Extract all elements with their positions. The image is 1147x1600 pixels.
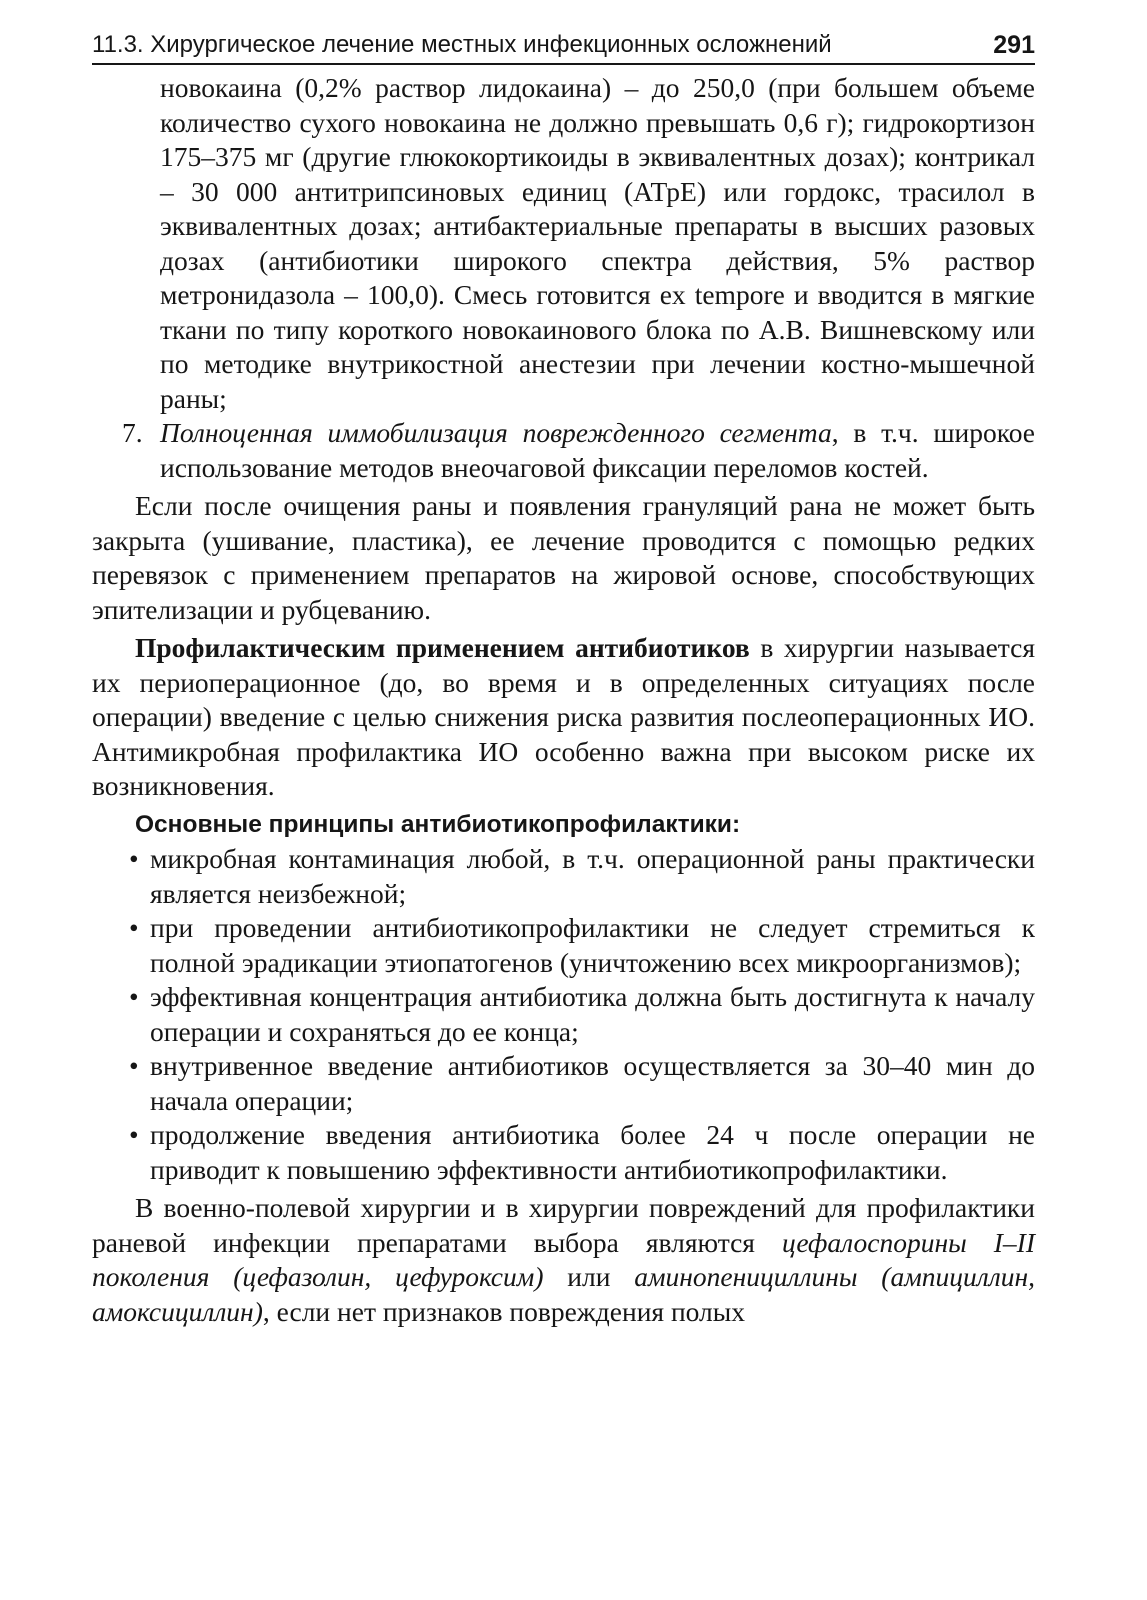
principle-text: микробная контаминация любой, в т.ч. операционной раны практически является неизбежной; <box>150 843 1035 909</box>
list-item-7 <box>92 416 1035 485</box>
principle-item <box>92 911 1035 980</box>
paragraph-military-surgery <box>92 1191 1035 1329</box>
bullet-marker: • <box>129 912 139 943</box>
cephalosporins-term: цефалоспорины I–II поколения (цефазолин, цефуроксим) <box>92 1226 1035 1292</box>
running-header-title: 11.3. Хирургическое лечение местных инфекционных осложнений <box>92 31 832 58</box>
prophylaxis-term: Профилактическим применением антибиотиков <box>135 632 750 663</box>
prophylaxis-definition-text: в хирургии называется их периоперационное (до, во время и в определенных ситуациях после операции) введение с целью снижения риска развития послеоперационных ИО. Антимикробная профилактика ИО особенно важна при высоком риске их возникновения. <box>92 632 1035 801</box>
military-text-3: , если нет признаков повреждения полых <box>262 1295 745 1327</box>
principle-item <box>92 1049 1035 1118</box>
principle-item <box>92 980 1035 1049</box>
body-text <box>92 71 1035 1329</box>
principles-heading: Основные принципы антибиотикопрофилактики: <box>135 810 741 838</box>
document-page <box>92 30 1035 1329</box>
principle-item <box>92 1118 1035 1187</box>
principle-text: эффективная концентрация антибиотика должна быть достигнута к началу операции и сохраняться до ее конца; <box>150 981 1035 1047</box>
list-item-7-marker: 7. <box>122 417 143 448</box>
list-item-7-italic: Полноценная иммобилизация поврежденного сегмента <box>160 417 832 448</box>
principles-list <box>92 842 1035 1187</box>
principle-text: продолжение введения антибиотика более 24 ч после операции не приводит к повышению эффективности антибиотикопрофилактики. <box>150 1119 1035 1185</box>
list-item-7-text: , в т.ч. широкое использование методов внеочаговой фиксации переломов костей. <box>160 417 1035 483</box>
page-number: 291 <box>993 31 1035 59</box>
military-text-1: В военно-полевой хирургии и в хирургии повреждений для профилактики раневой инфекции препаратами выбора являются <box>92 1192 1035 1258</box>
principle-text: внутривенное введение антибиотиков осуществляется за 30–40 мин до начала операции; <box>150 1050 1035 1116</box>
bullet-marker: • <box>129 843 139 874</box>
running-header <box>92 30 1035 65</box>
principle-text: при проведении антибиотикопрофилактики не следует стремиться к полной эрадикации этиопатогенов (уничтожению всех микроорганизмов); <box>150 912 1035 978</box>
principle-item <box>92 842 1035 911</box>
paragraph-wound-healing: Если после очищения раны и появления грануляций рана не может быть закрыта (ушивание, пластика), ее лечение проводится с помощью редких перевязок с применением препаратов на жировой основе, способствующих эпителизации и рубцеванию. <box>92 490 1035 625</box>
bullet-marker: • <box>129 981 139 1012</box>
bullet-marker: • <box>129 1119 139 1150</box>
list-item-6-continuation: новокаина (0,2% раствор лидокаина) – до 250,0 (при большем объеме количество сухого новокаина не должно превышать 0,6 г); гидрокортизон 175–375 мг (другие глюкокортикоиды в эквивалентных дозах); контрикал – 30 000 антитрипсиновых единиц (АТрЕ) или гордокс, трасилол в эквивалентных дозах; антибактериальные препараты в высших разовых дозах (антибиотики широкого спектра действия, 5% раствор метронидазола – 100,0). Смесь готовится ex tempore и вводится в мягкие ткани по типу короткого новокаинового блока по А.В. Вишневскому или по методике внутрикостной анестезии при лечении костно-мышечной раны; <box>160 72 1035 414</box>
bullet-marker: • <box>129 1050 139 1081</box>
aminopenicillins-term: аминопенициллины (ампициллин, амоксициллин) <box>92 1261 1036 1327</box>
paragraph-prophylaxis-definition <box>92 631 1035 804</box>
military-text-2: или <box>543 1261 635 1292</box>
